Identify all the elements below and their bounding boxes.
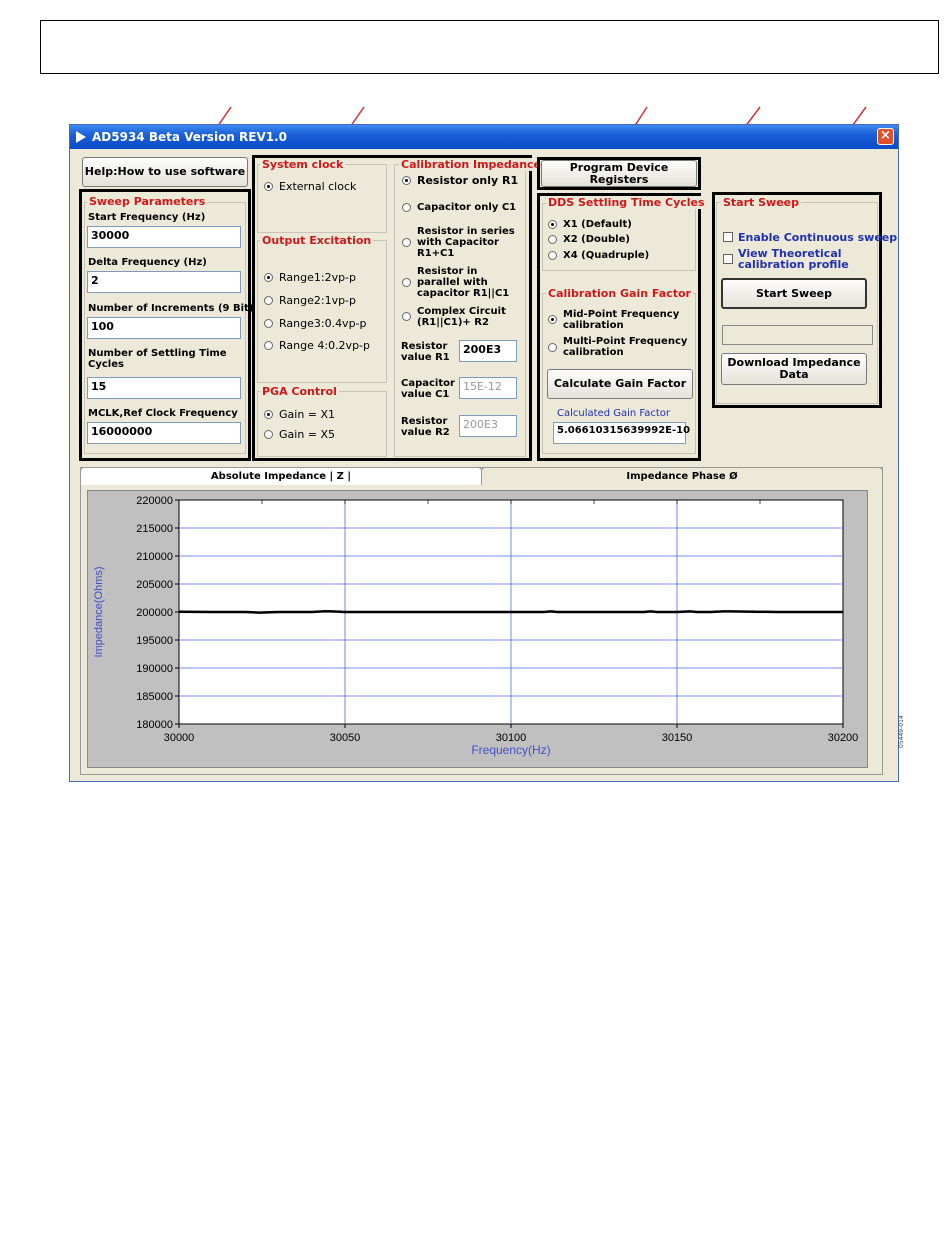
- theoretical-profile-checkbox[interactable]: [723, 254, 733, 264]
- download-impedance-button[interactable]: Download Impedance Data: [721, 353, 867, 385]
- multi-point-label: Multi-Point Frequency calibration: [563, 336, 688, 358]
- mclk-label: MCLK,Ref Clock Frequency: [88, 408, 238, 419]
- start-frequency-label: Start Frequency (Hz): [88, 212, 206, 223]
- x-tick-label: 30200: [827, 732, 859, 744]
- y-tick-label: 180000: [136, 719, 173, 731]
- delta-frequency-input[interactable]: 2: [87, 271, 241, 293]
- gain-x1-radio[interactable]: [264, 410, 273, 419]
- r2-label: Resistor value R2: [401, 416, 450, 438]
- app-window: [69, 124, 899, 782]
- complex-circuit-label: Complex Circuit (R1||C1)+ R2: [417, 306, 506, 328]
- range3-label: Range3:0.4vp-p: [279, 317, 367, 330]
- start-sweep-title: Start Sweep: [723, 196, 799, 209]
- y-tick-label: 215000: [136, 523, 173, 535]
- mid-point-radio[interactable]: [548, 315, 557, 324]
- parallel-rc-label: Resistor in parallel with capacitor R1||C1: [417, 266, 510, 299]
- system-clock-title: System clock: [262, 158, 344, 171]
- y-tick-label: 185000: [136, 691, 173, 703]
- calibration-gain-title: Calibration Gain Factor: [548, 287, 691, 300]
- start-sweep-button[interactable]: Start Sweep: [721, 278, 867, 309]
- y-tick-label: 210000: [136, 551, 173, 563]
- y-tick-label: 200000: [136, 607, 173, 619]
- continuous-sweep-checkbox[interactable]: [723, 232, 733, 242]
- r1-label: Resistor value R1: [401, 341, 450, 363]
- c1-label: Capacitor value C1: [401, 378, 455, 400]
- plot-area: [87, 490, 868, 768]
- range1-label: Range1:2vp-p: [279, 271, 357, 284]
- calculate-gain-button[interactable]: Calculate Gain Factor: [547, 369, 693, 399]
- increments-input[interactable]: 100: [87, 317, 241, 339]
- output-excitation-group: [257, 240, 387, 383]
- help-button[interactable]: Help:How to use software: [82, 157, 248, 187]
- gain-x5-radio[interactable]: [264, 430, 273, 439]
- program-registers-button[interactable]: Program Device Registers: [541, 160, 697, 187]
- mid-point-label: Mid-Point Frequency calibration: [563, 309, 680, 331]
- mclk-input[interactable]: 16000000: [87, 422, 241, 444]
- close-button[interactable]: ×: [877, 128, 894, 145]
- calculated-gain-output: 5.06610315639992E-10: [553, 422, 686, 444]
- gain-x1-label: Gain = X1: [279, 408, 336, 421]
- title-bar[interactable]: [70, 125, 898, 149]
- tab-impedance-phase[interactable]: Impedance Phase Ø: [481, 467, 883, 485]
- dds-x1-radio[interactable]: [548, 220, 557, 229]
- sweep-progress-bar: [722, 325, 873, 345]
- dds-x4-radio[interactable]: [548, 251, 557, 260]
- dds-x1-label: X1 (Default): [563, 219, 632, 230]
- x-tick-label: 30100: [495, 732, 527, 744]
- y-tick-label: 205000: [136, 579, 173, 591]
- r2-input[interactable]: 200E3: [459, 415, 517, 437]
- start-frequency-input[interactable]: 30000: [87, 226, 241, 248]
- sweep-parameters-title: Sweep Parameters: [89, 195, 206, 208]
- system-clock-group: [257, 164, 387, 233]
- impedance-series-line: [179, 611, 843, 612]
- x-tick-label: 30000: [163, 732, 195, 744]
- range2-radio[interactable]: [264, 296, 273, 305]
- dds-x4-label: X4 (Quadruple): [563, 250, 650, 261]
- impedance-chart: [88, 491, 867, 767]
- range4-radio[interactable]: [264, 341, 273, 350]
- settling-cycles-input[interactable]: 15: [87, 377, 241, 399]
- pga-control-group: [257, 391, 387, 457]
- parallel-rc-radio[interactable]: [402, 278, 411, 287]
- c1-input[interactable]: 15E-12: [459, 377, 517, 399]
- range4-label: Range 4:0.2vp-p: [279, 339, 371, 352]
- theoretical-profile-label: View Theoretical calibration profile: [738, 247, 849, 271]
- range1-radio[interactable]: [264, 273, 273, 282]
- delta-frequency-label: Delta Frequency (Hz): [88, 257, 207, 268]
- range2-label: Range2:1vp-p: [279, 294, 357, 307]
- app-play-icon: [76, 131, 86, 143]
- r1-input[interactable]: 200E3: [459, 340, 517, 362]
- complex-circuit-radio[interactable]: [402, 312, 411, 321]
- pga-control-title: PGA Control: [262, 385, 337, 398]
- external-clock-radio[interactable]: [264, 182, 273, 191]
- calculated-gain-label: Calculated Gain Factor: [557, 408, 671, 419]
- tab-absolute-impedance[interactable]: Absolute Impedance | Z |: [80, 467, 482, 485]
- capacitor-only-label: Capacitor only C1: [417, 202, 517, 213]
- dds-settling-title: DDS Settling Time Cycles: [548, 196, 705, 209]
- output-excitation-title: Output Excitation: [262, 234, 372, 247]
- calibration-impedance-title: Calibration Impedance: [401, 158, 542, 171]
- resistor-only-radio[interactable]: [402, 176, 411, 185]
- y-axis-label: Impedance(Ohms): [93, 566, 105, 658]
- chart-panel: [80, 467, 883, 775]
- range3-radio[interactable]: [264, 319, 273, 328]
- y-tick-label: 195000: [136, 635, 173, 647]
- multi-point-radio[interactable]: [548, 343, 557, 352]
- resistor-only-label: Resistor only R1: [417, 174, 519, 187]
- external-clock-label: External clock: [279, 180, 357, 193]
- figure-code: 05449-014: [898, 715, 905, 748]
- dds-x2-label: X2 (Double): [563, 234, 630, 245]
- gain-x5-label: Gain = X5: [279, 428, 336, 441]
- series-rc-radio[interactable]: [402, 238, 411, 247]
- capacitor-only-radio[interactable]: [402, 203, 411, 212]
- settling-cycles-label: Number of Settling Time Cycles: [88, 348, 227, 370]
- x-axis-label: Frequency(Hz): [471, 743, 551, 757]
- series-rc-label: Resistor in series with Capacitor R1+C1: [417, 226, 515, 259]
- x-tick-label: 30050: [329, 732, 361, 744]
- y-tick-label: 220000: [136, 495, 173, 507]
- window-title: AD5934 Beta Version REV1.0: [92, 130, 288, 144]
- y-tick-label: 190000: [136, 663, 173, 675]
- x-tick-label: 30150: [661, 732, 693, 744]
- increments-label: Number of Increments (9 Bit): [88, 303, 254, 314]
- dds-x2-radio[interactable]: [548, 235, 557, 244]
- continuous-sweep-label: Enable Continuous sweep: [738, 231, 898, 244]
